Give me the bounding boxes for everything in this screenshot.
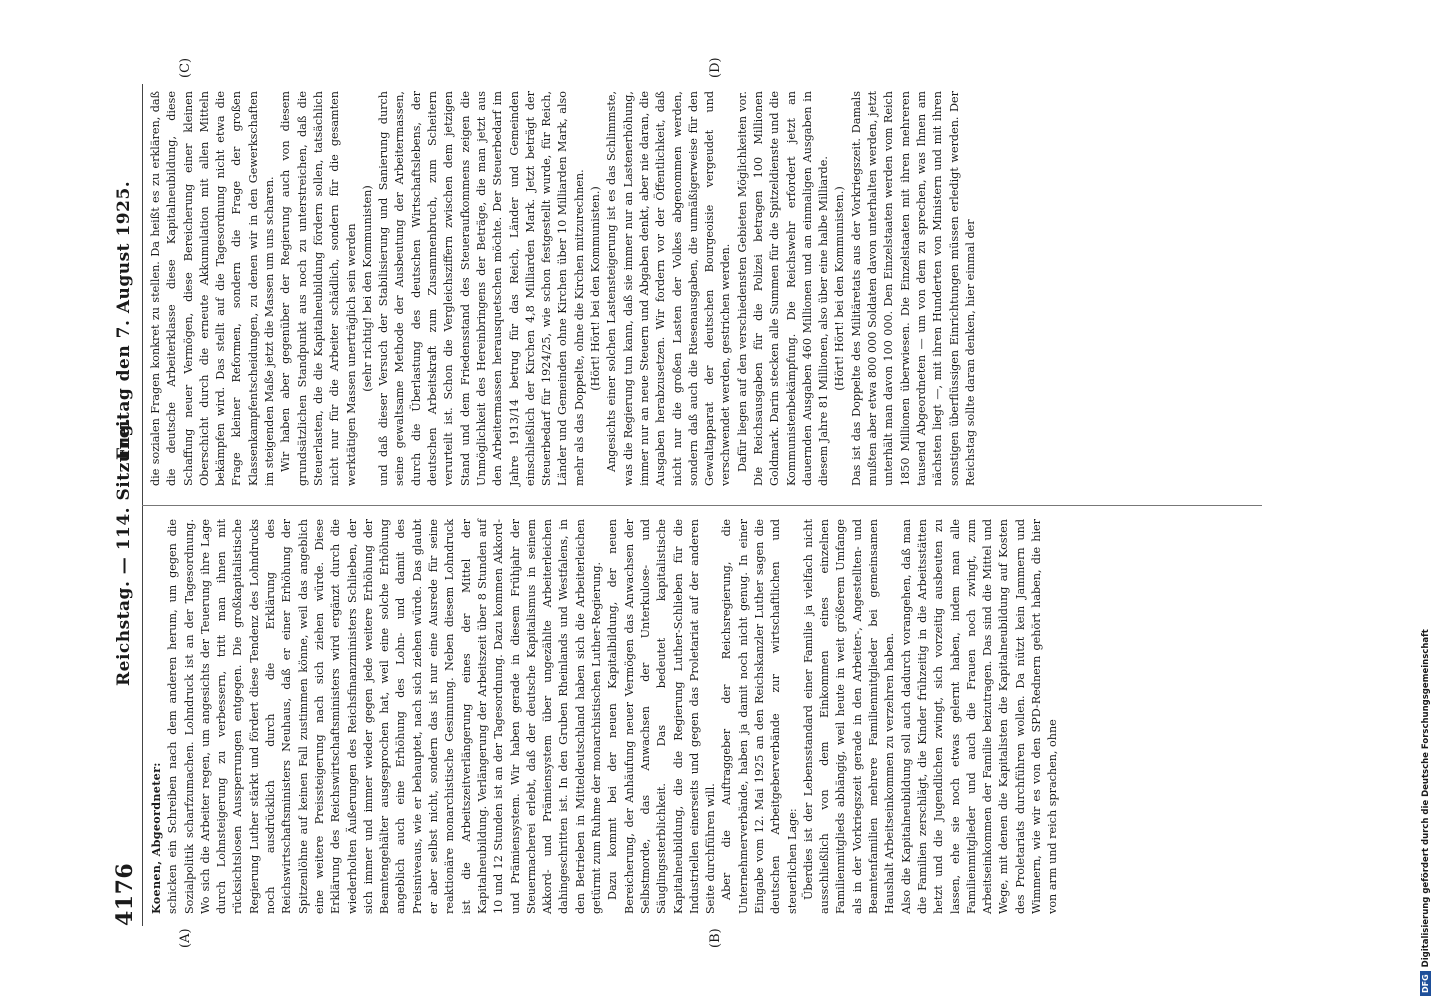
paragraph: Also die Kapitalneubildung soll auch dadurch vorangehen, daß man die Familien zerschlägt, die Kinder frühzeitig in die Arbeitsstätten hetzt und die Jugendlichen zwingt, sich vorzeitig ausbeuten zu lassen, ehe sie noch etwas gelernt haben, indem man alle Familienmitglieder und auch die Frauen noch zwingt, zum Arbeitseinkommen der Familie beizutragen. Das sind die Mittel und Wege, mit denen die Kapitalisten die Kapitalneubildung auf Kosten des Proletariats durchführen wollen. Da nützt kein Jammern und Wimmern, wie wir es von den SPD-Rednern gehört haben, die hier von arm und reich sprachen, ohne [899, 519, 1060, 914]
paragraph: die sozialen Fragen konkret zu stellen. Da heißt es zu erklären, daß die deutsche Arbeiterklasse diese Kapitalneubildung, diese Schaffung neuer Vermögen, diese Bereicherung einer kleinen Oberschicht durch die erneute Akkumulation mit allen Mitteln bekämpfen wird. Das stellt auf die Tagesordnung nicht etwa die Frage kleiner Reformen, sondern die Frage der großen Klassenkampfentscheidungen, zu denen wir in den Gewerkschaften im steigenden Maße jetzt die Massen um uns scharen. [149, 91, 277, 486]
interjection: (sehr richtig! bei den Kommunisten) [360, 185, 374, 392]
column-right [148, 91, 979, 486]
paragraph: und daß dieser Versuch der Stabilisierung und Sanierung durch seine gewaltsame Methode der Ausbeutung der Arbeitermassen, durch die Überlastung des deutschen Wirtschaftslebens, der deutschen Arbeitskraft zum Zusammenbruch, zum Scheitern verurteilt ist. Schon die Vergleichsziffern zwischen dem jetzigen Stand und dem Friedensstand des Steueraufkommens zeigen die Unmöglichkeit des Hereinbringens der Beträge, die man jetzt aus den Arbeitermassen herausquetschen möchte. Der Steuerbedarf im Jahre 1913/14 betrug für das Reich, Länder und Gemeinden einschließlich der Kirchen 4,8 Milliarden Mark. Jetzt beträgt der Steuerbedarf für 1924/25, wie schon festgestellt wurde, für Reich, Länder und Gemeinden ohne Kirchen über 10 Milliarden Mark, also mehr als das Doppelte, ohne die Kirchen mitzurechnen. [377, 91, 586, 486]
column-left [148, 519, 1062, 914]
margin-marker-c: (C) [178, 57, 193, 78]
paragraph: Angesichts einer solchen Lastensteigerung ist es das Schlimmste, was die Regierung tun kann, daß sie immer nur an Lastenerhöhung, immer nur an neue Steuern und Abgaben denkt, aber nie daran, die Ausgaben herabzusetzen. Wir fordern vor der Öffentlichkeit, daß nicht nur die großen Lasten der Volkes abgenommen werden, sondern daß auch die Riesenausgaben, die unmäßigerweise für den Gewaltapparat der deutschen Bourgeoisie vergeudet und verschwendet werden, gestrichen werden. [605, 91, 733, 486]
interjection: (Hört! Hört! bei den Kommunisten.) [833, 186, 847, 391]
speaker-label: Koenen, Abgeordneter: [149, 762, 163, 914]
session-title: Reichstag. — 114. Sitzung. [114, 417, 134, 686]
paragraph: Das ist das Doppelte des Militäretats aus der Vorkriegszeit. Damals mußten aber etwa 800 000 Soldaten davon unterhalten werden, jetzt unterhält man davon 100 000. Den Einzelstaaten werden vom Reich 1850 Millionen überwiesen. Die Einzelstaaten mit ihren mehreren tausend Abgeordneten — um von dem zu sprechen, was Ihnen am nächsten liegt —, mit ihren Hunderten von Ministern und mit ihren sonstigen überflüssigen Einrichtungen müssen erledigt werden. Der Reichstag sollte daran denken, hier einmal der [849, 91, 977, 486]
paragraph: Dafür liegen auf den verschiedensten Gebieten Möglichkeiten vor. Die Reichsausgaben für die Polizei betragen 100 Millionen Goldmark. Darin stecken alle Summen für die Spitzeldienste und die Kommunistenbekämpfung. Die Reichswehr erfordert jetzt an dauernden Ausgaben 460 Millionen und an einmaligen Ausgaben in diesem Jahre 81 Millionen, also über eine halbe Milliarde. [735, 91, 831, 486]
page-content [108, 57, 1328, 948]
page-header [108, 84, 138, 926]
margin-marker-b: (B) [708, 928, 723, 948]
dfg-logo: DFG [1420, 971, 1431, 996]
date-title: Freitag den 7. August 1925. [114, 180, 134, 460]
quoted-paragraph: Überdies ist der Lebensstandard einer Familie ja vielfach nicht ausschließlich von dem Einkommen eines einzelnen Familienmitglieds abhängig, weil heute in weit größerem Umfange als in der Vorkriegszeit gerade in den Arbeiter-, Angestellten- und Beamtenfamilien mehrere Familienmitglieder bei gemeinsamen Haushalt Arbeitseinkommen zu verzehren haben. [801, 519, 897, 914]
margin-marker-a: (A) [178, 928, 193, 948]
paragraph: Dazu kommt bei der neuen Kapitalbildung, der neuen Bereicherung, der Anhäufung neuer Vermögen das Anwachsen der Selbstmorde, das Anwachsen der Unterkulose- und Säuglingssterblichkeit. Das bedeutet kapitalistische Kapitalneubildung, die die Regierung Luther-Schlieben für die Industriellen einerseits und gegen das Proletariat auf der anderen Seite durchführen will. [606, 519, 718, 914]
column-divider [142, 505, 1262, 506]
page-number: 4176 [112, 862, 138, 926]
paragraph: schicken ein Schreiben nach dem anderen herum, um gegen die Sozialpolitik scharfzumachen. Lohndruck ist an der Tagesordnung. Wo sich die Arbeiter regen, um angesichts der Teuerung ihre Lage durch Lohnsteigerung zu verbessern, tritt man ihnen mit rücksichtslosen Aussperrungen entgegen. Die großkapitalistische Regierung Luther stärkt und fördert diese Tendenz des Lohndrucks noch ausdrücklich durch die Erklärung des Reichswirtschaftsministers Neuhaus, daß er einer Erhöhung der Spitzenlöhne auf keinen Fall zustimmen könne, weil das angeblich eine weitere Preissteigerung nach sich ziehen würde. Diese Erklärung des Reichswirtschaftsministers wird ergänzt durch die wiederholten Äußerungen des Reichsfinanzministers Schlieben, der sich immer und immer wieder gegen jede weitere Erhöhung der Beamtengehälter ausgesprochen hat, weil eine solche Erhöhung angeblich auch eine Erhöhung des Lohn- und damit des Preisniveaus, wie er behauptet, nach sich ziehen würde. Das glaubt er aber selbst nicht, sondern das ist nur eine Ausrede für seine reaktionäre monarchistische Gesinnung. Neben diesem Lohndruck ist die Arbeitszeitverlängerung eines der Mittel der Kapitalneubildung. Verlängerung der Arbeitszeit über 8 Stunden auf 10 und 12 Stunden ist an der Tagesordnung. Dazu kommen Akkord- und Prämiensystem. Wir haben gerade in diesem Frühjahr der Steuermacherei erlebt, daß der deutsche Kapitalismus in seinem Akkord- und Prämiensystem über ungezählte Arbeiterleichen dahingeschritten ist. In den Gruben Rheinlands und Westfalens, in den Betrieben in Mitteldeutschland haben sich die Arbeiterleichen getürmt zum Ruhme der monarchistischen Luther-Regierung. [166, 519, 604, 914]
paragraph: Aber die Auftraggeber der Reichsregierung, die Unternehmerverbände, haben ja damit noch nicht genug. In einer Eingabe vom 12. Mai 1925 an den Reichskanzler Luther sagen die deutschen Arbeitgeberverbände zur wirtschaftlichen und steuerlichen Lage: [720, 519, 799, 914]
credit-text: Digitalisierung gefördert durch die Deutsche Forschungsgemeinschaft [1421, 629, 1431, 968]
margin-marker-d: (D) [708, 57, 723, 78]
digitization-credit [1418, 6, 1434, 996]
paragraph: Wir haben aber gegenüber der Regierung auch von diesem grundsätzlichen Standpunkt aus noch zu unterstreichen, daß die Steuerlasten, die die Kapitalneubildung fördern sollen, tatsächlich nicht nur für die Arbeiter schädlich, sondern für die gesamten werktätigen Massen unerträglich sein werden [279, 91, 358, 486]
interjection: (Hört! Hört! bei den Kommunisten.) [589, 186, 603, 391]
